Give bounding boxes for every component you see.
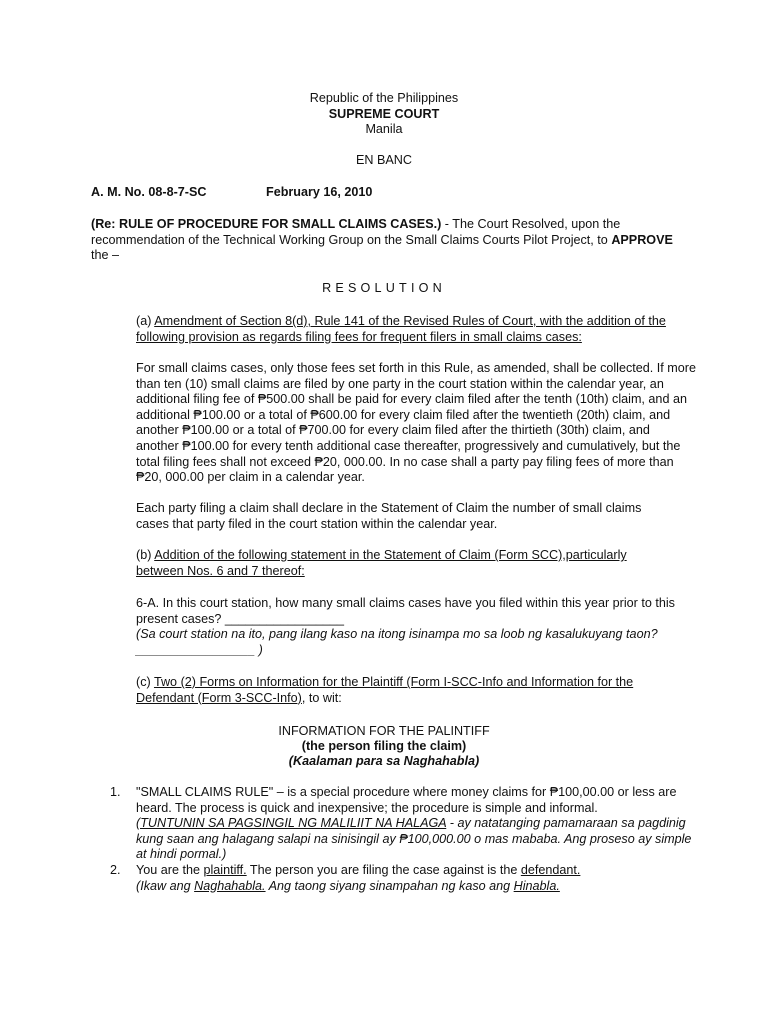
section-a-label: (a) xyxy=(136,314,155,328)
section-b-question-tl: (Sa court station na ito, pang ilang kaso na itong isinampa mo sa loob ng kasalukuyang taon? _________________ ) xyxy=(136,627,658,657)
re-title: (Re: RULE OF PROCEDURE FOR SMALL CLAIMS CASES.) xyxy=(91,217,442,231)
item-2-tl-2: Ang taong siyang sinampahan ng kaso ang xyxy=(265,878,514,893)
section-b-heading-text: Addition of the following statement in the Statement of Claim (Form SCC),particularly between Nos. 6 and 7 thereof: xyxy=(136,548,627,578)
intro-paragraph xyxy=(91,217,691,264)
hinabla-term: Hinabla. xyxy=(513,878,560,893)
section-c-heading xyxy=(136,675,671,706)
item-1-tl-rest: - ay natatanging pamamaraan sa pagdinig kung saan ang halagang salapi na sinisingil ay ₱100,000.00 o mas mababa. Ang proseso ay simple at hindi pormal.) xyxy=(136,816,692,862)
defendant-term: defendant. xyxy=(520,862,581,877)
section-a-heading xyxy=(136,314,681,345)
naghahabla-term: Naghahabla. xyxy=(194,878,266,893)
plaintiff-term: plaintiff. xyxy=(203,862,247,877)
info-list xyxy=(110,785,700,894)
section-a-para1: For small claims cases, only those fees set forth in this Rule, as amended, shall be collected. If more than ten (10) small claims are filed by one party in the court station within the calendar year, an additional filing fee of ₱500.00 shall be paid for every claim filed after the tenth (10th) claim, and an additional ₱100.00 or a total of ₱600.00 for every claim filed after the twentieth (20th) claim, and another ₱100.00 or a total of ₱700.00 for every claim filed after the thirtieth (30th) claim, and another ₱100.00 for every tenth additional case thereafter, progressively and cumulatively, but the total filing fees shall not exceed ₱20, 000.00. In no case shall a party pay filing fees of more than ₱20, 000.00 per claim in a calendar year. xyxy=(136,361,696,485)
list-item-number: 2. xyxy=(110,862,121,877)
item-2-tl-1: (Ikaw ang xyxy=(136,878,195,893)
info-title: INFORMATION FOR THE PALINTIFF xyxy=(278,724,490,738)
intro-text-1: - The Court Resolved, upon the recommendation of the Technical Working Group on the Small Claims Courts Pilot Project, to xyxy=(91,217,621,247)
docket-number: A. M. No. 08-8-7-SC xyxy=(91,185,207,199)
approve-word: APPROVE xyxy=(611,232,673,247)
section-c-tail: to wit: xyxy=(305,690,342,705)
section-b-question: 6-A. In this court station, how many small claims cases have you filed within this year prior to this present cases? _________________ xyxy=(136,596,675,626)
info-subtitle-tl: (Kaalaman para sa Naghahabla) xyxy=(288,754,480,768)
info-subtitle: (the person filing the claim) xyxy=(301,739,467,753)
item-2-text-2: The person you are filing the case against is the xyxy=(246,862,521,877)
list-item-number: 1. xyxy=(110,785,121,799)
section-c-label: (c) xyxy=(136,675,154,689)
resolution-title: RESOLUTION xyxy=(322,281,446,295)
section-c-heading-text: Two (2) Forms on Information for the Plaintiff (Form I-SCC-Info and Information for the Defendant (Form 3-SCC-Info), xyxy=(136,675,634,705)
city-line: Manila xyxy=(365,122,403,136)
republic-line: Republic of the Philippines xyxy=(309,91,459,105)
section-a-heading-text: Amendment of Section 8(d), Rule 141 of the Revised Rules of Court, with the addition of the following provision as regards filing fees for frequent filers in small claims cases: xyxy=(136,314,666,344)
section-b-label: (b) xyxy=(136,548,155,562)
en-banc-line: EN BANC xyxy=(356,153,412,167)
item-1-text: "SMALL CLAIMS RULE" – is a special procedure where money claims for ₱100,00.00 or less are heard. The process is quick and inexpensive; the procedure is simple and informal. xyxy=(136,785,677,815)
section-a-para2: Each party filing a claim shall declare in the Statement of Claim the number of small claims cases that party filed in the court station within the calendar year. xyxy=(136,501,642,531)
item-1-tl-heading: (TUNTUNIN SA PAGSINGIL NG MALILIIT NA HALAGA xyxy=(136,816,447,831)
section-b-heading xyxy=(136,548,666,579)
docket-date: February 16, 2010 xyxy=(266,185,373,199)
item-2-text-1: You are the xyxy=(136,862,204,877)
list-item xyxy=(110,785,700,863)
court-name: SUPREME COURT xyxy=(328,107,440,121)
intro-text-2: the – xyxy=(91,248,120,263)
list-item xyxy=(110,863,700,894)
